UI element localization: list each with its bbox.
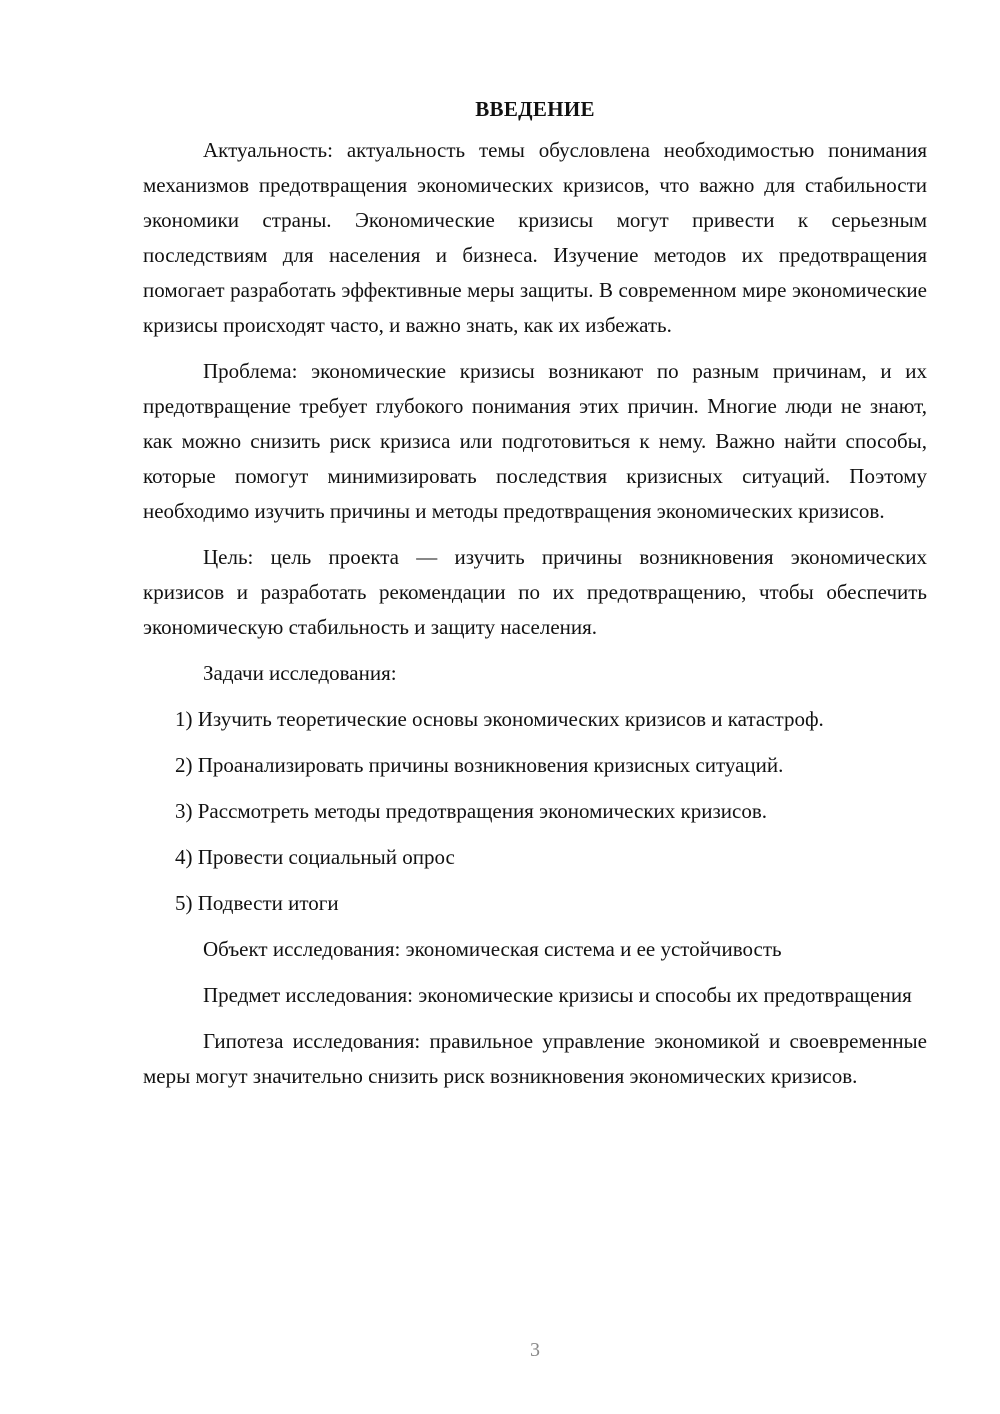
task-item-4: 4) Провести социальный опрос — [175, 845, 455, 869]
page-content — [143, 92, 927, 1105]
goal-paragraph: Цель: цель проекта — изучить причины возникновения экономических кризисов и разработать рекомендации по их предотвращению, чтобы обеспечить экономическую стабильность и защиту населения. — [143, 545, 927, 639]
task-item-3: 3) Рассмотреть методы предотвращения экономических кризисов. — [175, 799, 767, 823]
task-item-2: 2) Проанализировать причины возникновения кризисных ситуаций. — [175, 753, 784, 777]
tasks-heading: Задачи исследования: — [203, 661, 397, 685]
problem-paragraph: Проблема: экономические кризисы возникают по разным причинам, и их предотвращение требует глубокого понимания этих причин. Многие люди не знают, как можно снизить риск кризиса или подготовиться к нему. Важно найти способы, которые помогут минимизировать последствия кризисных ситуаций. Поэтому необходимо изучить причины и методы предотвращения экономических кризисов. — [143, 359, 927, 523]
relevance-paragraph: Актуальность: актуальность темы обусловлена необходимостью понимания механизмов предотвращения экономических кризисов, что важно для стабильности экономики страны. Экономические кризисы могут привести к серьезным последствиям для населения и бизнеса. Изучение методов их предотвращения помогает разработать эффективные меры защиты. В современном мире экономические кризисы происходят часто, и важно знать, как их избежать. — [143, 138, 927, 337]
hypothesis-paragraph: Гипотеза исследования: правильное управление экономикой и своевременные меры могут значительно снизить риск возникновения экономических кризисов. — [143, 1029, 927, 1088]
object-paragraph: Объект исследования: экономическая система и ее устойчивость — [203, 937, 782, 961]
task-item-1: 1) Изучить теоретические основы экономических кризисов и катастроф. — [175, 707, 824, 731]
subject-paragraph: Предмет исследования: экономические кризисы и способы их предотвращения — [203, 983, 912, 1007]
task-item-5: 5) Подвести итоги — [175, 891, 339, 915]
page-number: 3 — [530, 1339, 540, 1361]
page-title: ВВЕДЕНИЕ — [475, 97, 595, 121]
